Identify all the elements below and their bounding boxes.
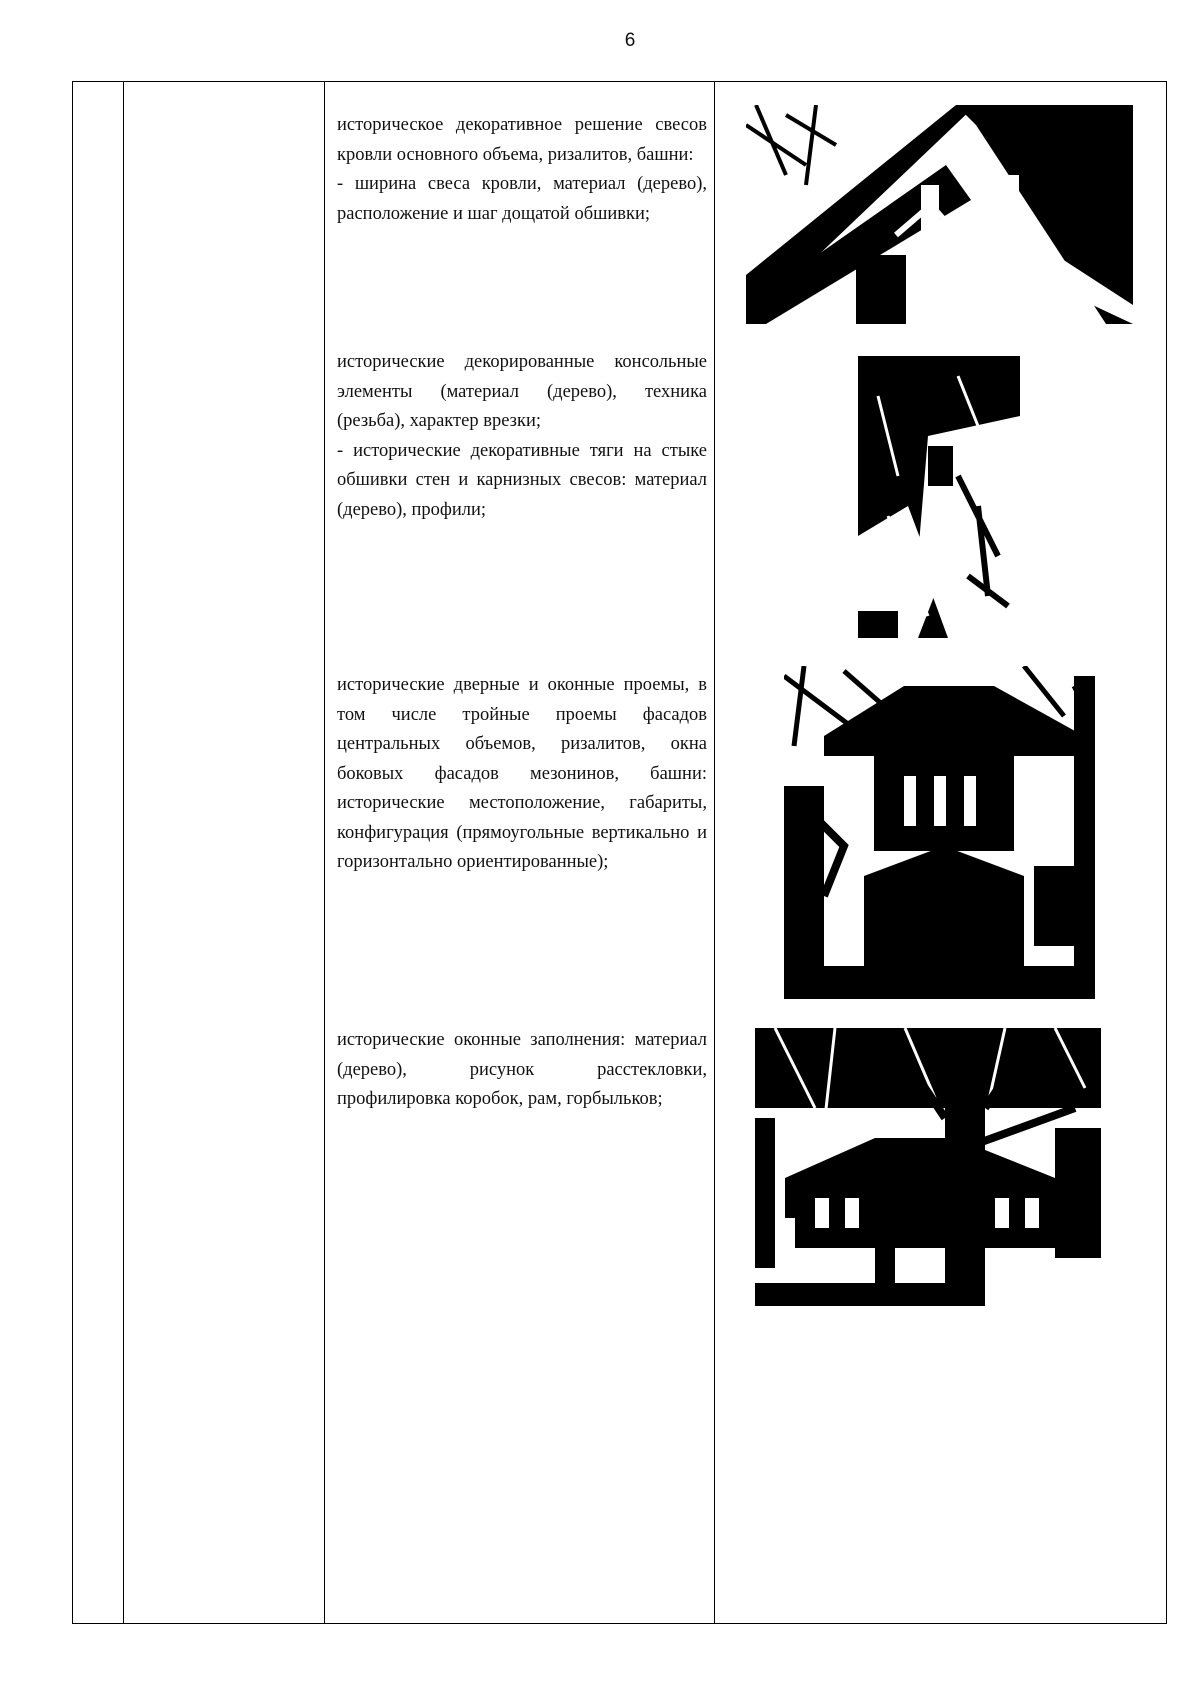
column-divider-1 <box>123 82 124 1623</box>
console-photo <box>858 356 1020 638</box>
photo-icon-mezzanine <box>784 666 1095 999</box>
row-3-paragraph-1: исторические дверные и оконные проемы, в том числе тройные проемы фасадов центральных объемов, ризалитов, окна боковых фасадов мезонинов, башни: исторические местоположение, габариты, конфигурация (прямоугольные вертикально и горизонтально ориентированные); <box>337 675 707 872</box>
row-2-paragraph-1: исторические декорированные консольные элементы (материал (дерево), техника (резьба), характер врезки; <box>337 352 707 431</box>
photo-icon-house-trees <box>755 1028 1101 1306</box>
row-2-text <box>337 348 707 525</box>
row-2-paragraph-2: - исторические декоративные тяги на стыке обшивки стен и карнизных свесов: материал (дерево), профили; <box>337 440 707 520</box>
roof-eaves-photo <box>746 105 1133 324</box>
column-divider-2 <box>324 82 325 1623</box>
row-4-paragraph-1: исторические оконные заполнения: материал (дерево), рисунок расстекловки, профилировка коробок, рам, горбыльков; <box>337 1030 707 1109</box>
row-4-text <box>337 1026 707 1115</box>
photo-icon-roof-eaves <box>746 105 1133 324</box>
column-divider-3 <box>714 82 715 1623</box>
mezzanine-photo <box>784 666 1095 999</box>
house-trees-photo <box>755 1028 1101 1306</box>
photo-icon-console <box>858 356 1020 638</box>
row-1-paragraph-1: историческое декоративное решение свесов кровли основного объема, ризалитов, башни: <box>337 115 707 165</box>
row-3-text <box>337 671 707 878</box>
row-1-text <box>337 111 707 229</box>
page-number: 6 <box>624 30 636 51</box>
row-1-paragraph-2: - ширина свеса кровли, материал (дерево), расположение и шаг дощатой обшивки; <box>337 174 707 224</box>
